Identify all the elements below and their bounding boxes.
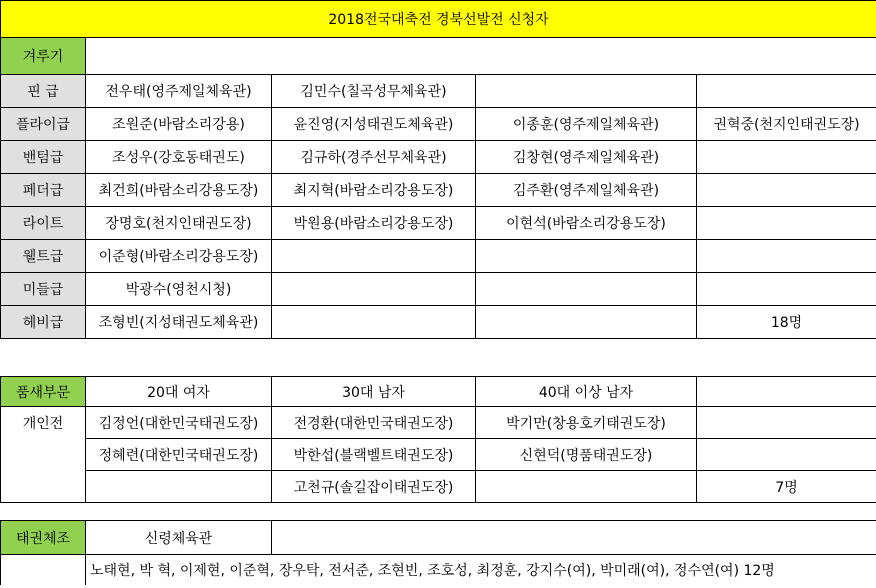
- applicant-cell: 김정언(대한민국태권도장): [86, 407, 272, 439]
- applicant-cell: [476, 471, 697, 503]
- spacer-row: [1, 339, 876, 377]
- applicant-cell: 김규하(경주선무체육관): [272, 141, 476, 174]
- applicant-cell: [476, 240, 697, 273]
- applicant-cell: 이종훈(영주제일체육관): [476, 108, 697, 141]
- sparring-label: 겨루기: [1, 38, 86, 75]
- applicant-cell: 장명호(천지인태권도장): [86, 207, 272, 240]
- applicant-cell: [697, 141, 876, 174]
- empty-cell: [86, 38, 876, 75]
- applicant-cell: [476, 306, 697, 339]
- empty-cell: [697, 377, 876, 407]
- applicant-cell: [476, 273, 697, 306]
- empty-cell: [272, 521, 876, 555]
- poomsae-total: 7명: [697, 471, 876, 503]
- applicant-cell: [697, 75, 876, 108]
- applicant-cell: 조원준(바람소리강용): [86, 108, 272, 141]
- applicant-cell: 김창현(영주제일체육관): [476, 141, 697, 174]
- individual-label: 개인전: [1, 407, 86, 503]
- applicant-cell: 박한섭(블랙벨트태권도장): [272, 439, 476, 471]
- spacer-row: [1, 503, 876, 521]
- poomsae-label: 품새부문: [1, 377, 86, 407]
- applicant-cell: [476, 75, 697, 108]
- applicant-cell: [697, 407, 876, 439]
- applicant-cell: 이준형(바람소리강용도장): [86, 240, 272, 273]
- applicant-cell: 이현석(바람소리강용도장): [476, 207, 697, 240]
- applicant-cell: 정혜련(대한민국태권도장): [86, 439, 272, 471]
- applicant-cell: 전우태(영주제일체육관): [86, 75, 272, 108]
- applicant-cell: [697, 207, 876, 240]
- weight-class: 웰트급: [1, 240, 86, 273]
- applicant-cell: 박기만(창용호키태권도장): [476, 407, 697, 439]
- applicant-cell: [86, 471, 272, 503]
- applicant-cell: [272, 240, 476, 273]
- applicant-cell: 윤진영(지성태권도체육관): [272, 108, 476, 141]
- applicant-cell: [272, 306, 476, 339]
- weight-class: 플라이급: [1, 108, 86, 141]
- empty-cell: [1, 555, 86, 585]
- weight-class: 핀 급: [1, 75, 86, 108]
- applicant-cell: 조형빈(지성태권도체육관): [86, 306, 272, 339]
- category-header: 20대 여자: [86, 377, 272, 407]
- weight-class: 라이트: [1, 207, 86, 240]
- applicant-cell: 박광수(영천시청): [86, 273, 272, 306]
- applicant-cell: 최지혁(바람소리강용도장): [272, 174, 476, 207]
- category-header: 30대 남자: [272, 377, 476, 407]
- applicant-cell: 고천규(솔길잡이태권도장): [272, 471, 476, 503]
- weight-class: 페더급: [1, 174, 86, 207]
- applicant-cell: [272, 273, 476, 306]
- sparring-total: 18명: [697, 306, 876, 339]
- applicant-cell: [697, 273, 876, 306]
- weight-class: 미들급: [1, 273, 86, 306]
- applicant-cell: 전경환(대한민국태권도장): [272, 407, 476, 439]
- applicant-cell: 박원용(바람소리강용도장): [272, 207, 476, 240]
- team-members: 노태현, 박 혁, 이제현, 이준혁, 장우탁, 전서준, 조현빈, 조호성, 최정훈, 강지수(여), 박미래(여), 정수연(여) 12명: [86, 555, 876, 585]
- applicant-cell: 조성우(강호동태권도): [86, 141, 272, 174]
- applicant-cell: [697, 439, 876, 471]
- gymnastics-label: 태권체조: [1, 521, 86, 555]
- applicant-cell: [697, 240, 876, 273]
- applicant-cell: 김민수(칠곡성무체육관): [272, 75, 476, 108]
- applicant-cell: 신현덕(명품태권도장): [476, 439, 697, 471]
- applicant-cell: 김주환(영주제일체육관): [476, 174, 697, 207]
- team-name: 신령체육관: [86, 521, 272, 555]
- applicant-cell: 권혁중(천지인태권도장): [697, 108, 876, 141]
- weight-class: 밴텀급: [1, 141, 86, 174]
- weight-class: 헤비급: [1, 306, 86, 339]
- applicant-cell: [697, 174, 876, 207]
- category-header: 40대 이상 남자: [476, 377, 697, 407]
- applicant-cell: 최건희(바람소리강용도장): [86, 174, 272, 207]
- sheet-title: 2018전국대축전 경북선발전 신청자: [1, 1, 876, 38]
